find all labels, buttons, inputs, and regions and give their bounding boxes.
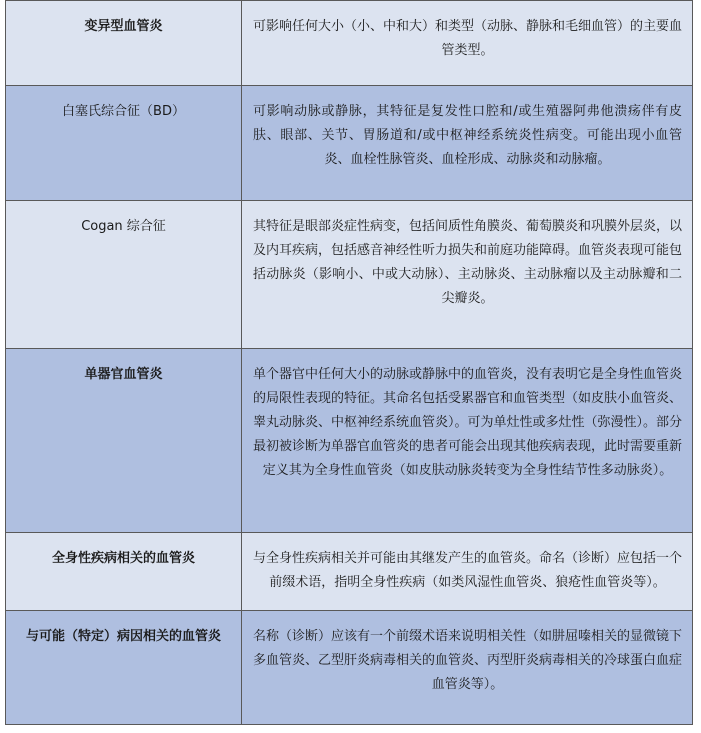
category-name-cell: 与可能（特定）病因相关的血管炎 bbox=[6, 611, 242, 725]
category-description-cell: 单个器官中任何大小的动脉或静脉中的血管炎，没有表明它是全身性血管炎的局限性表现的特征。其命名包括受累器官和血管类型（如皮肤小血管炎、睾丸动脉炎、中枢神经系统血管炎）。可为单灶性或多灶性（弥漫性）。部分最初被诊断为单器官血管炎的患者可能会出现其他疾病表现，此时需要重新定义其为全身性血管炎（如皮肤动脉炎转变为全身性结节性多动脉炎）。 bbox=[242, 349, 693, 533]
table-row bbox=[6, 349, 693, 533]
category-name-cell: 单器官血管炎 bbox=[6, 349, 242, 533]
category-description-cell: 可影响动脉或静脉，其特征是复发性口腔和/或生殖器阿弗他溃疡伴有皮肤、眼部、关节、胃肠道和/或中枢神经系统炎性病变。可能出现小血管炎、血栓性脉管炎、血栓形成、动脉炎和动脉瘤。 bbox=[242, 86, 693, 201]
vasculitis-classification-table bbox=[5, 0, 693, 725]
category-description-cell: 可影响任何大小（小、中和大）和类型（动脉、静脉和毛细血管）的主要血管类型。 bbox=[242, 1, 693, 86]
table-row bbox=[6, 533, 693, 611]
category-name-cell: 变异型血管炎 bbox=[6, 1, 242, 86]
category-name-cell: 全身性疾病相关的血管炎 bbox=[6, 533, 242, 611]
category-name-cell: Cogan 综合征 bbox=[6, 201, 242, 349]
table-row bbox=[6, 201, 693, 349]
table-row bbox=[6, 611, 693, 725]
category-description-cell: 其特征是眼部炎症性病变，包括间质性角膜炎、葡萄膜炎和巩膜外层炎，以及内耳疾病，包括感音神经性听力损失和前庭功能障碍。血管炎表现可能包括动脉炎（影响小、中或大动脉）、主动脉炎、主动脉瘤以及主动脉瓣和二尖瓣炎。 bbox=[242, 201, 693, 349]
table-row bbox=[6, 86, 693, 201]
category-description-cell: 与全身性疾病相关并可能由其继发产生的血管炎。命名（诊断）应包括一个前缀术语，指明全身性疾病（如类风湿性血管炎、狼疮性血管炎等）。 bbox=[242, 533, 693, 611]
table-row bbox=[6, 1, 693, 86]
category-name-cell: 白塞氏综合征（BD） bbox=[6, 86, 242, 201]
category-description-cell: 名称（诊断）应该有一个前缀术语来说明相关性（如肼屈嗪相关的显微镜下多血管炎、乙型肝炎病毒相关的血管炎、丙型肝炎病毒相关的冷球蛋白血症血管炎等）。 bbox=[242, 611, 693, 725]
